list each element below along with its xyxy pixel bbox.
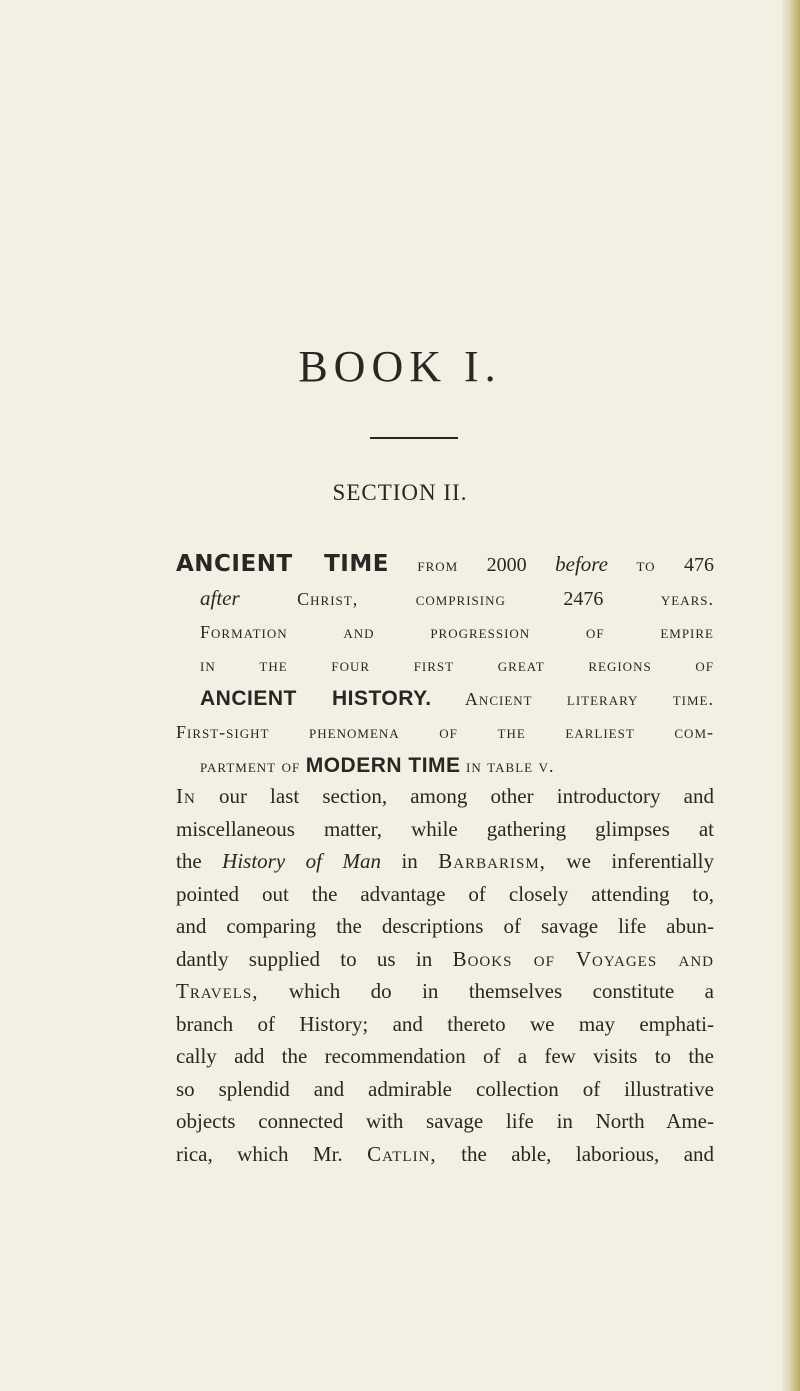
body-line-11: objects connected with savage life in North Ame- (176, 1109, 714, 1133)
section-summary (176, 548, 714, 783)
body-line-6: dantly supplied to us in Books of Voyages and (176, 946, 714, 971)
section-heading: SECTION II. (332, 480, 468, 505)
heading-rule (370, 437, 458, 439)
summary-line-7: partment of MODERN TIME in table v. (200, 754, 555, 777)
summary-line-1: ANCIENT TIME from 2000 before to 476 (176, 551, 714, 577)
summary-line-2: after Christ, comprising 2476 years. (200, 586, 714, 610)
body-line-1: In our last section, among other introductory and (176, 784, 714, 808)
body-line-7: Travels, which do in themselves constitute a (176, 979, 714, 1003)
body-line-12: rica, which Mr. Catlin, the able, laborious, and (176, 1141, 715, 1166)
summary-line-3: Formation and progression of empire (200, 622, 714, 642)
body-line-2: miscellaneous matter, while gathering glimpses at (176, 816, 714, 841)
page-edge (782, 0, 800, 1391)
modern-time-headline: MODERN TIME (305, 754, 461, 777)
body-line-9: cally add the recommendation of a few visits to the (176, 1044, 714, 1068)
body-line-8: branch of History; and thereto we may emphati- (176, 1011, 714, 1036)
body-paragraph (176, 780, 714, 1170)
ancient-time-headline: ANCIENT TIME (176, 551, 389, 577)
summary-line-6: First-sight phenomena of the earliest com- (176, 722, 714, 742)
summary-line-5: ANCIENT HISTORY. Ancient literary time. (200, 687, 714, 710)
body-line-10: so splendid and admirable collection of illustrative (176, 1076, 714, 1101)
body-line-4: pointed out the advantage of closely attending to, (176, 881, 714, 906)
ancient-history-headline: ANCIENT HISTORY. (200, 687, 432, 710)
body-line-5: and comparing the descriptions of savage life abun- (176, 914, 714, 938)
body-line-3: the History of Man in Barbarism, we inferentially (176, 849, 715, 873)
book-heading: BOOK I. (298, 342, 502, 391)
summary-line-4: in the four first great regions of (200, 655, 714, 675)
